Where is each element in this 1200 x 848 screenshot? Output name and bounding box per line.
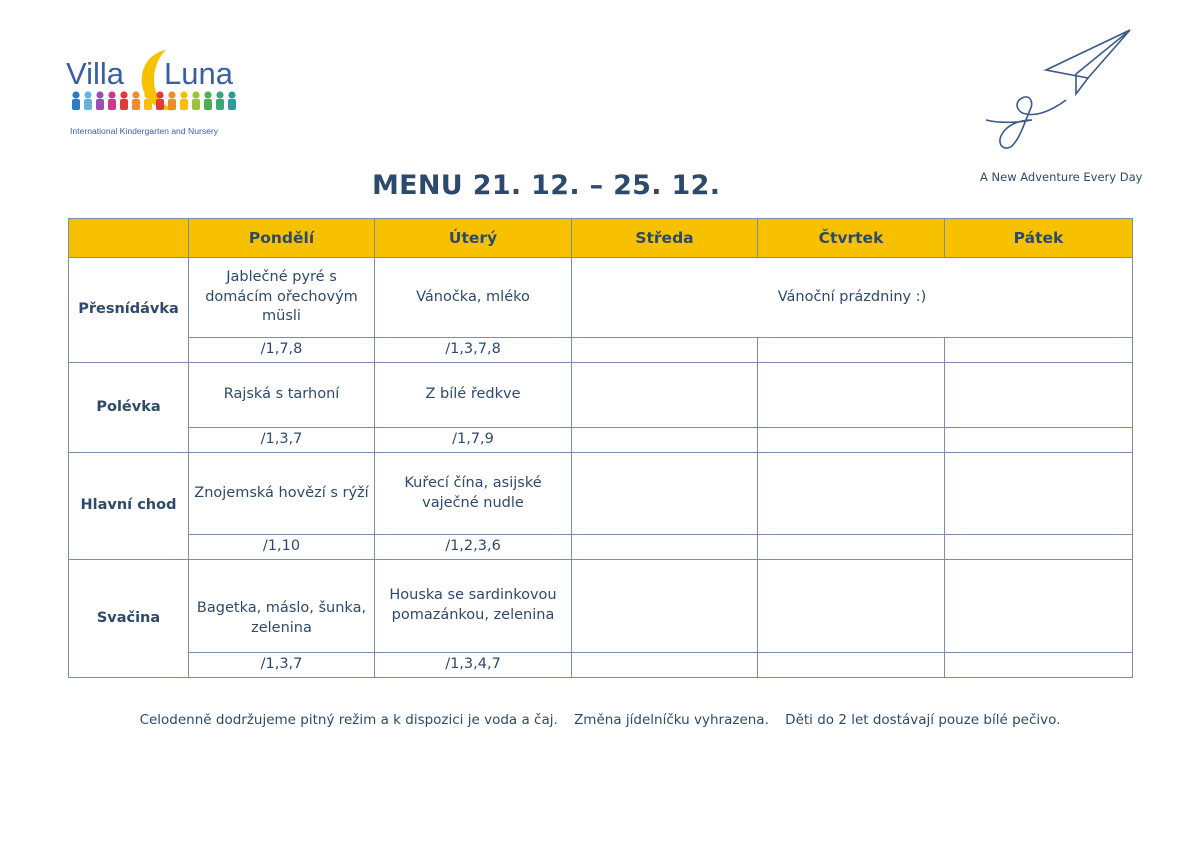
tuesday-allergens: /1,3,7,8: [375, 338, 572, 363]
header-thursday: Čtvrtek: [758, 219, 945, 258]
thursday-dish: [758, 560, 945, 653]
tuesday-dish: Z bílé ředkve: [375, 363, 572, 428]
tuesday-dish: Kuřecí čína, asijské vaječné nudle: [375, 453, 572, 535]
table-row: [69, 653, 1133, 678]
wednesday-allergens: [572, 653, 758, 678]
wednesday-allergens: [572, 338, 758, 363]
monday-allergens: /1,10: [189, 535, 375, 560]
tuesday-dish: Vánočka, mléko: [375, 258, 572, 338]
monday-allergens: /1,3,7: [189, 653, 375, 678]
footer-note-bread: Děti do 2 let dostávají pouze bílé pečivo.: [785, 712, 1061, 728]
thursday-dish: [758, 363, 945, 428]
header-tuesday: Úterý: [375, 219, 572, 258]
svg-text:International Kindergarten and: International Kindergarten and Nursery: [70, 126, 219, 136]
table-row: [69, 453, 1133, 535]
friday-dish: [945, 453, 1133, 535]
tuesday-allergens: /1,7,9: [375, 428, 572, 453]
tuesday-dish: Houska se sardinkovou pomazánkou, zelenina: [375, 560, 572, 653]
table-row: [69, 560, 1133, 653]
monday-dish: Znojemská hovězí s rýží: [189, 453, 375, 535]
row-label: Svačina: [69, 560, 189, 678]
tagline: A New Adventure Every Day: [980, 170, 1143, 184]
thursday-allergens: [758, 653, 945, 678]
friday-allergens: [945, 535, 1133, 560]
thursday-allergens: [758, 535, 945, 560]
monday-dish: Bagetka, máslo, šunka, zelenina: [189, 560, 375, 653]
friday-allergens: [945, 653, 1133, 678]
svg-text:Villa: Villa: [66, 56, 125, 91]
monday-allergens: /1,3,7: [189, 428, 375, 453]
monday-dish: Jablečné pyré s domácím ořechovým müsli: [189, 258, 375, 338]
thursday-allergens: [758, 338, 945, 363]
table-row: [69, 428, 1133, 453]
friday-allergens: [945, 428, 1133, 453]
thursday-allergens: [758, 428, 945, 453]
header-monday: Pondělí: [189, 219, 375, 258]
table-row: [69, 258, 1133, 338]
paper-plane-icon: [980, 28, 1140, 156]
svg-text:Luna: Luna: [164, 56, 233, 91]
table-row: [69, 535, 1133, 560]
wednesday-allergens: [572, 428, 758, 453]
tuesday-allergens: /1,3,4,7: [375, 653, 572, 678]
wednesday-dish: [572, 453, 758, 535]
wednesday-dish: [572, 560, 758, 653]
thursday-dish: [758, 453, 945, 535]
friday-dish: [945, 560, 1133, 653]
footer-note-drinking: Celodenně dodržujeme pitný režim a k dispozici je voda a čaj.: [139, 712, 558, 728]
friday-allergens: [945, 338, 1133, 363]
row-label: Hlavní chod: [69, 453, 189, 560]
friday-dish: [945, 363, 1133, 428]
footer-note-menu-change: Změna jídelníčku vyhrazena.: [574, 712, 769, 728]
holiday-note: Vánoční prázdniny :): [572, 258, 1133, 338]
monday-allergens: /1,7,8: [189, 338, 375, 363]
table-header-row: [69, 219, 1133, 258]
monday-dish: Rajská s tarhoní: [189, 363, 375, 428]
villa-luna-logo: [66, 44, 246, 140]
table-row: [69, 363, 1133, 428]
header-corner: [69, 219, 189, 258]
header-friday: Pátek: [945, 219, 1133, 258]
header-wednesday: Středa: [572, 219, 758, 258]
wednesday-dish: [572, 363, 758, 428]
row-label: Přesnídávka: [69, 258, 189, 363]
tuesday-allergens: /1,2,3,6: [375, 535, 572, 560]
table-row: [69, 338, 1133, 363]
row-label: Polévka: [69, 363, 189, 453]
page-title: MENU 21. 12. – 25. 12.: [372, 170, 721, 201]
menu-table: [68, 218, 1133, 678]
wednesday-allergens: [572, 535, 758, 560]
footer-notes: [0, 712, 1200, 728]
